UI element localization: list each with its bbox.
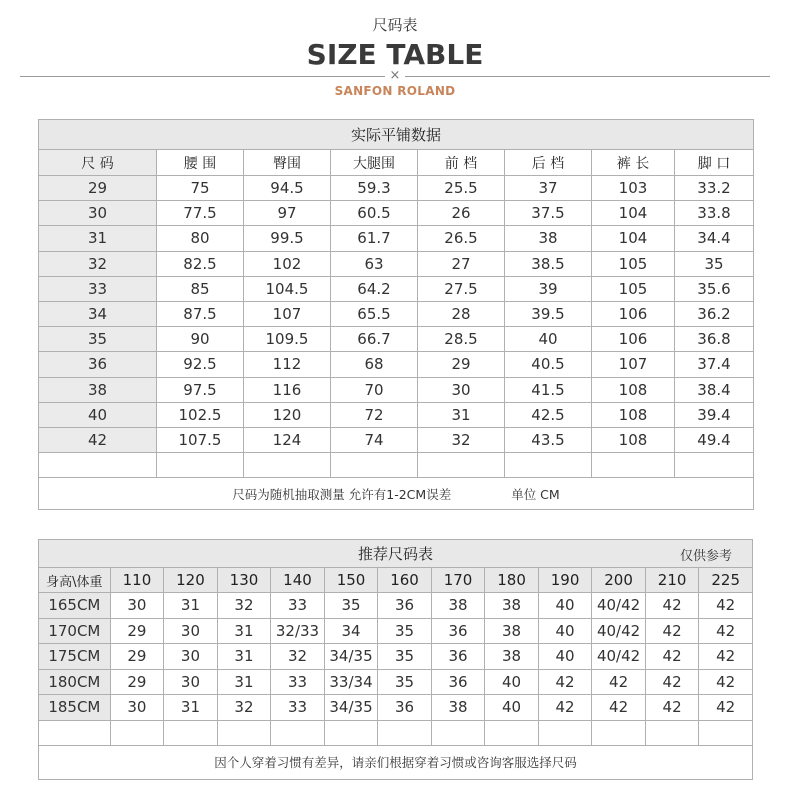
blank-row bbox=[39, 720, 753, 745]
measure-cell: 28 bbox=[418, 301, 505, 326]
size-cell: 36 bbox=[431, 669, 485, 695]
measure-cell: 26.5 bbox=[418, 226, 505, 251]
empty-cell bbox=[592, 453, 675, 478]
measure-cell: 87.5 bbox=[157, 301, 244, 326]
measure-cell: 27 bbox=[418, 251, 505, 276]
measure-cell: 80 bbox=[157, 226, 244, 251]
measure-cell: 85 bbox=[157, 276, 244, 301]
weight-header: 110 bbox=[110, 568, 164, 593]
empty-cell bbox=[271, 720, 325, 745]
measure-cell: 68 bbox=[331, 352, 418, 377]
divider-right bbox=[405, 76, 770, 77]
table-row bbox=[39, 251, 754, 276]
empty-cell bbox=[645, 720, 699, 745]
size-cell: 33 bbox=[271, 669, 325, 695]
measure-cell: 92.5 bbox=[157, 352, 244, 377]
measure-cell: 38 bbox=[505, 226, 592, 251]
empty-cell bbox=[39, 453, 157, 478]
empty-cell bbox=[324, 720, 378, 745]
measure-cell: 38.4 bbox=[675, 377, 754, 402]
measure-cell: 116 bbox=[244, 377, 331, 402]
size-cell: 32 bbox=[271, 644, 325, 670]
table-row bbox=[39, 377, 754, 402]
measure-cell: 36.8 bbox=[675, 327, 754, 352]
measure-cell: 105 bbox=[592, 251, 675, 276]
size-cell: 36 bbox=[39, 352, 157, 377]
size-cell: 42 bbox=[538, 695, 592, 721]
size-cell: 30 bbox=[110, 593, 164, 619]
size-cell: 33 bbox=[271, 593, 325, 619]
measure-cell: 63 bbox=[331, 251, 418, 276]
page-title-en: SIZE TABLE bbox=[306, 38, 484, 71]
size-cell: 38 bbox=[485, 593, 539, 619]
measure-cell: 59.3 bbox=[331, 176, 418, 201]
column-header: 后 档 bbox=[505, 150, 592, 176]
column-header: 裤 长 bbox=[592, 150, 675, 176]
size-cell: 42 bbox=[39, 427, 157, 452]
size-cell: 40 bbox=[538, 618, 592, 644]
height-cell: 185CM bbox=[39, 695, 111, 721]
measure-cell: 41.5 bbox=[505, 377, 592, 402]
measure-table-title: 实际平铺数据 bbox=[39, 120, 754, 150]
size-cell: 40/42 bbox=[592, 644, 646, 670]
measure-cell: 37.4 bbox=[675, 352, 754, 377]
measure-cell: 112 bbox=[244, 352, 331, 377]
recommend-table-title-row bbox=[39, 540, 753, 568]
size-cell: 30 bbox=[39, 201, 157, 226]
size-cell: 31 bbox=[164, 695, 218, 721]
measure-cell: 60.5 bbox=[331, 201, 418, 226]
measure-cell: 97 bbox=[244, 201, 331, 226]
measure-table-title-row bbox=[39, 120, 754, 150]
empty-cell bbox=[39, 720, 111, 745]
table-row bbox=[39, 593, 753, 619]
size-cell: 29 bbox=[110, 669, 164, 695]
empty-cell bbox=[592, 720, 646, 745]
empty-cell bbox=[418, 453, 505, 478]
size-cell: 42 bbox=[538, 669, 592, 695]
measure-table-header-row bbox=[39, 150, 754, 176]
weight-header: 180 bbox=[485, 568, 539, 593]
measure-cell: 124 bbox=[244, 427, 331, 452]
measure-cell: 90 bbox=[157, 327, 244, 352]
measure-note-cell bbox=[39, 478, 754, 510]
column-header: 前 档 bbox=[418, 150, 505, 176]
height-cell: 180CM bbox=[39, 669, 111, 695]
size-cell: 40/42 bbox=[592, 593, 646, 619]
measure-cell: 40.5 bbox=[505, 352, 592, 377]
size-cell: 29 bbox=[110, 644, 164, 670]
size-cell: 40 bbox=[485, 695, 539, 721]
size-cell: 31 bbox=[164, 593, 218, 619]
empty-cell bbox=[505, 453, 592, 478]
size-cell: 30 bbox=[164, 618, 218, 644]
size-cell: 34/35 bbox=[324, 644, 378, 670]
recommend-table-header-row bbox=[39, 568, 753, 593]
divider-left bbox=[20, 76, 385, 77]
size-cell: 42 bbox=[699, 669, 753, 695]
measure-cell: 64.2 bbox=[331, 276, 418, 301]
empty-cell bbox=[538, 720, 592, 745]
height-cell: 175CM bbox=[39, 644, 111, 670]
measure-cell: 66.7 bbox=[331, 327, 418, 352]
measure-cell: 28.5 bbox=[418, 327, 505, 352]
size-cell: 31 bbox=[217, 618, 271, 644]
size-cell: 38 bbox=[485, 618, 539, 644]
measure-cell: 39.5 bbox=[505, 301, 592, 326]
table-row bbox=[39, 327, 754, 352]
size-cell: 42 bbox=[645, 669, 699, 695]
size-cell: 40 bbox=[485, 669, 539, 695]
measure-cell: 40 bbox=[505, 327, 592, 352]
size-cell: 42 bbox=[645, 695, 699, 721]
size-cell: 38 bbox=[431, 593, 485, 619]
size-cell: 42 bbox=[645, 593, 699, 619]
measure-cell: 104 bbox=[592, 201, 675, 226]
measure-cell: 105 bbox=[592, 276, 675, 301]
cross-mark: × bbox=[389, 68, 401, 83]
weight-header: 210 bbox=[645, 568, 699, 593]
empty-cell bbox=[675, 453, 754, 478]
size-cell: 40 bbox=[538, 593, 592, 619]
measure-cell: 37 bbox=[505, 176, 592, 201]
size-cell: 35 bbox=[378, 644, 432, 670]
size-cell: 33 bbox=[271, 695, 325, 721]
measure-cell: 34.4 bbox=[675, 226, 754, 251]
measure-cell: 35.6 bbox=[675, 276, 754, 301]
measure-cell: 35 bbox=[675, 251, 754, 276]
size-cell: 31 bbox=[217, 669, 271, 695]
measure-cell: 31 bbox=[418, 402, 505, 427]
measure-note-row bbox=[39, 478, 754, 510]
weight-header: 200 bbox=[592, 568, 646, 593]
measure-cell: 82.5 bbox=[157, 251, 244, 276]
measure-cell: 30 bbox=[418, 377, 505, 402]
column-header: 臀围 bbox=[244, 150, 331, 176]
table-row bbox=[39, 644, 753, 670]
recommend-table-title-cell bbox=[39, 540, 753, 568]
size-cell: 32 bbox=[39, 251, 157, 276]
size-cell: 42 bbox=[645, 618, 699, 644]
size-cell: 42 bbox=[592, 695, 646, 721]
empty-cell bbox=[378, 720, 432, 745]
recommend-note: 因个人穿着习惯有差异，请亲们根据穿着习惯或咨询客服选择尺码 bbox=[39, 745, 753, 779]
size-cell: 42 bbox=[699, 593, 753, 619]
size-cell: 30 bbox=[164, 644, 218, 670]
size-cell: 32 bbox=[217, 593, 271, 619]
size-cell: 38 bbox=[431, 695, 485, 721]
size-cell: 32 bbox=[217, 695, 271, 721]
empty-cell bbox=[244, 453, 331, 478]
table-row bbox=[39, 402, 754, 427]
empty-cell bbox=[217, 720, 271, 745]
measure-cell: 42.5 bbox=[505, 402, 592, 427]
column-header: 大腿围 bbox=[331, 150, 418, 176]
weight-header: 160 bbox=[378, 568, 432, 593]
empty-cell bbox=[485, 720, 539, 745]
table-row bbox=[39, 669, 753, 695]
table-row bbox=[39, 301, 754, 326]
table-row bbox=[39, 618, 753, 644]
page-title-cn: 尺码表 bbox=[372, 16, 418, 34]
weight-header: 120 bbox=[164, 568, 218, 593]
recommend-table bbox=[38, 539, 753, 780]
size-cell: 38 bbox=[39, 377, 157, 402]
measure-cell: 104.5 bbox=[244, 276, 331, 301]
measure-cell: 36.2 bbox=[675, 301, 754, 326]
size-cell: 35 bbox=[324, 593, 378, 619]
size-cell: 35 bbox=[39, 327, 157, 352]
empty-cell bbox=[331, 453, 418, 478]
measure-cell: 77.5 bbox=[157, 201, 244, 226]
weight-header: 130 bbox=[217, 568, 271, 593]
measure-cell: 108 bbox=[592, 377, 675, 402]
recommend-table-title: 推荐尺码表 bbox=[357, 545, 433, 563]
weight-header: 225 bbox=[699, 568, 753, 593]
measure-cell: 75 bbox=[157, 176, 244, 201]
table-row bbox=[39, 695, 753, 721]
header bbox=[0, 0, 790, 110]
measure-cell: 43.5 bbox=[505, 427, 592, 452]
column-header: 尺 码 bbox=[39, 150, 157, 176]
brand-name: SANFON ROLAND bbox=[334, 84, 456, 98]
size-cell: 34 bbox=[39, 301, 157, 326]
size-cell: 42 bbox=[645, 644, 699, 670]
size-cell: 40 bbox=[39, 402, 157, 427]
measure-cell: 29 bbox=[418, 352, 505, 377]
measure-cell: 74 bbox=[331, 427, 418, 452]
size-cell: 36 bbox=[378, 695, 432, 721]
measure-cell: 94.5 bbox=[244, 176, 331, 201]
height-cell: 170CM bbox=[39, 618, 111, 644]
size-cell: 36 bbox=[431, 618, 485, 644]
weight-header: 190 bbox=[538, 568, 592, 593]
size-cell: 42 bbox=[699, 618, 753, 644]
measure-cell: 106 bbox=[592, 301, 675, 326]
measure-cell: 27.5 bbox=[418, 276, 505, 301]
measure-cell: 107 bbox=[244, 301, 331, 326]
size-cell: 29 bbox=[110, 618, 164, 644]
table-row bbox=[39, 226, 754, 251]
measure-cell: 61.7 bbox=[331, 226, 418, 251]
measure-table bbox=[38, 119, 754, 510]
table-row bbox=[39, 427, 754, 452]
size-cell: 35 bbox=[378, 618, 432, 644]
measure-cell: 120 bbox=[244, 402, 331, 427]
measure-cell: 25.5 bbox=[418, 176, 505, 201]
size-cell: 40 bbox=[538, 644, 592, 670]
empty-cell bbox=[110, 720, 164, 745]
column-header: 脚 口 bbox=[675, 150, 754, 176]
measure-cell: 108 bbox=[592, 402, 675, 427]
size-cell: 40/42 bbox=[592, 618, 646, 644]
weight-header: 150 bbox=[324, 568, 378, 593]
reference-only-label: 仅供参考 bbox=[679, 549, 732, 564]
measure-cell: 108 bbox=[592, 427, 675, 452]
table-row bbox=[39, 176, 754, 201]
measure-cell: 104 bbox=[592, 226, 675, 251]
blank-row bbox=[39, 453, 754, 478]
measure-cell: 97.5 bbox=[157, 377, 244, 402]
empty-cell bbox=[699, 720, 753, 745]
empty-cell bbox=[157, 453, 244, 478]
measure-cell: 39 bbox=[505, 276, 592, 301]
size-cell: 33/34 bbox=[324, 669, 378, 695]
size-cell: 34/35 bbox=[324, 695, 378, 721]
measure-cell: 49.4 bbox=[675, 427, 754, 452]
size-cell: 36 bbox=[431, 644, 485, 670]
size-cell: 34 bbox=[324, 618, 378, 644]
height-weight-corner: 身高\体重 bbox=[39, 568, 111, 593]
measure-cell: 26 bbox=[418, 201, 505, 226]
empty-cell bbox=[164, 720, 218, 745]
measure-cell: 107 bbox=[592, 352, 675, 377]
measure-note: 尺码为随机抽取测量 允许有1-2CM误差 bbox=[232, 486, 452, 502]
measure-cell: 107.5 bbox=[157, 427, 244, 452]
measure-cell: 72 bbox=[331, 402, 418, 427]
size-cell: 42 bbox=[699, 695, 753, 721]
size-cell: 29 bbox=[39, 176, 157, 201]
size-cell: 31 bbox=[217, 644, 271, 670]
unit-label: 单位 CM bbox=[511, 486, 560, 502]
measure-cell: 32 bbox=[418, 427, 505, 452]
size-cell: 35 bbox=[378, 669, 432, 695]
measure-cell: 37.5 bbox=[505, 201, 592, 226]
weight-header: 140 bbox=[271, 568, 325, 593]
measure-cell: 33.2 bbox=[675, 176, 754, 201]
empty-cell bbox=[431, 720, 485, 745]
size-cell: 30 bbox=[164, 669, 218, 695]
weight-header: 170 bbox=[431, 568, 485, 593]
measure-cell: 39.4 bbox=[675, 402, 754, 427]
size-cell: 30 bbox=[110, 695, 164, 721]
measure-cell: 109.5 bbox=[244, 327, 331, 352]
measure-cell: 102 bbox=[244, 251, 331, 276]
measure-cell: 33.8 bbox=[675, 201, 754, 226]
column-header: 腰 围 bbox=[157, 150, 244, 176]
measure-cell: 103 bbox=[592, 176, 675, 201]
size-cell: 33 bbox=[39, 276, 157, 301]
height-cell: 165CM bbox=[39, 593, 111, 619]
size-cell: 42 bbox=[699, 644, 753, 670]
size-cell: 32/33 bbox=[271, 618, 325, 644]
table-row bbox=[39, 276, 754, 301]
recommend-note-row bbox=[39, 745, 753, 779]
measure-cell: 102.5 bbox=[157, 402, 244, 427]
size-cell: 36 bbox=[378, 593, 432, 619]
measure-cell: 99.5 bbox=[244, 226, 331, 251]
measure-cell: 106 bbox=[592, 327, 675, 352]
size-cell: 42 bbox=[592, 669, 646, 695]
table-row bbox=[39, 352, 754, 377]
table-row bbox=[39, 201, 754, 226]
size-cell: 38 bbox=[485, 644, 539, 670]
size-cell: 31 bbox=[39, 226, 157, 251]
measure-cell: 65.5 bbox=[331, 301, 418, 326]
measure-cell: 70 bbox=[331, 377, 418, 402]
measure-cell: 38.5 bbox=[505, 251, 592, 276]
